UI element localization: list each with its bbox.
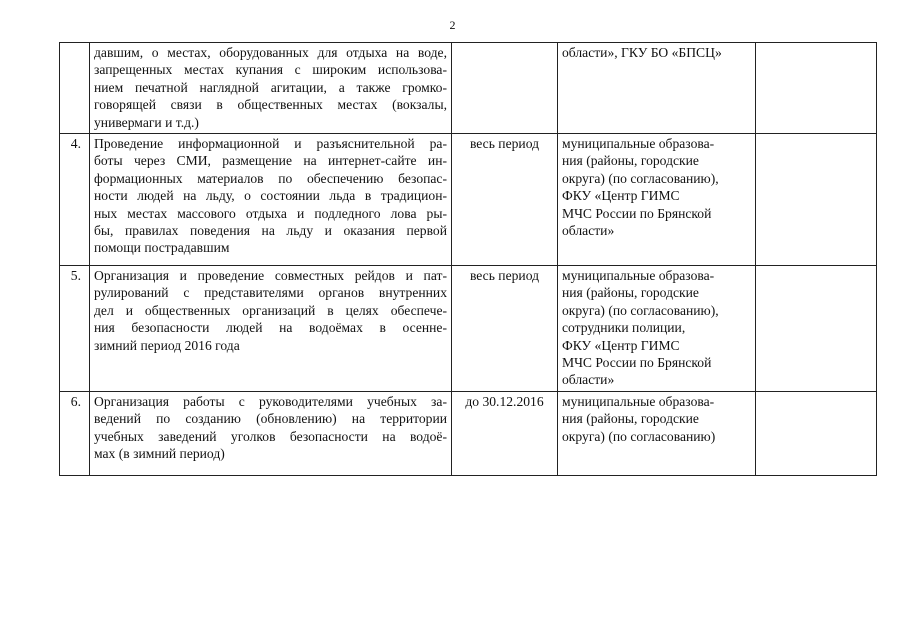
responsible-line: муниципальные образова- [562, 393, 715, 409]
measure-term: весь период [452, 266, 558, 392]
responsible-line: муниципальные образова- [562, 268, 715, 284]
measures-table [59, 42, 877, 476]
text-line: ведений по созданию (обновлению) на территории [94, 411, 447, 427]
measure-responsible [558, 391, 756, 475]
table-row-4 [60, 134, 877, 266]
text-line: учебных заведений уголков безопасности на водоё- [94, 428, 447, 444]
text-line: рулирований с представителями органов внутренних [94, 285, 447, 301]
text-line: ния безопасности людей на водоёмах в осенне- [94, 320, 447, 336]
row-number: 4. [60, 134, 90, 266]
measure-note [756, 134, 877, 266]
text-line: ных местах массового отдыха и подледного лова ры- [94, 205, 447, 221]
responsible-line: ния (районы, городские [562, 285, 699, 301]
text-line: давшим, о местах, оборудованных для отдыха на воде, [94, 45, 447, 60]
responsible-line: округа) (по согласованию), [562, 302, 719, 318]
measure-term [452, 43, 558, 134]
responsible-line: области», ГКУ БО «БПСЦ» [562, 45, 722, 60]
responsible-line: области» [562, 372, 615, 388]
row-number: 5. [60, 266, 90, 392]
responsible-line: ния (районы, городские [562, 153, 699, 169]
responsible-line: округа) (по согласованию) [562, 428, 716, 444]
row-number: 6. [60, 391, 90, 475]
text-line: дел и общественных организаций в целях обеспече- [94, 302, 447, 318]
measure-description [90, 134, 452, 266]
page-number: 2 [449, 18, 456, 32]
responsible-line: муниципальные образова- [562, 136, 715, 152]
text-line: бы, правилах поведения на льду и оказания первой [94, 223, 447, 239]
text-line: нием печатной наглядной агитации, а также громко- [94, 79, 447, 95]
measure-note [756, 391, 877, 475]
text-line: помощи пострадавшим [94, 240, 230, 256]
text-line: Организация и проведение совместных рейдов и пат- [94, 268, 447, 284]
responsible-line: ния (районы, городские [562, 411, 699, 427]
measure-note [756, 43, 877, 134]
text-line: ности людей на льду, о состоянии льда в традицион- [94, 188, 447, 204]
text-line: Организация работы с руководителями учебных за- [94, 393, 447, 409]
measure-term: весь период [452, 134, 558, 266]
measure-responsible [558, 266, 756, 392]
responsible-line: округа) (по согласованию), [562, 170, 719, 186]
responsible-line: ФКУ «Центр ГИМС [562, 337, 680, 353]
text-line: говорящей связи в общественных местах (вокзалы, [94, 97, 447, 113]
responsible-line: МЧС России по Брянской [562, 355, 712, 371]
table-row-6 [60, 391, 877, 475]
measure-description [90, 43, 452, 134]
measure-responsible [558, 134, 756, 266]
text-line: запрещенных местах купания с широким использова- [94, 62, 447, 78]
responsible-line: ФКУ «Центр ГИМС [562, 188, 680, 204]
text-line: Проведение информационной и разъяснительной ра- [94, 136, 447, 152]
table-row-5 [60, 266, 877, 392]
measure-responsible [558, 43, 756, 134]
text-line: универмаги и т.д.) [94, 114, 199, 130]
table-row-continuation [60, 43, 877, 134]
measure-description [90, 266, 452, 392]
responsible-line: области» [562, 223, 615, 239]
responsible-line: сотрудники полиции, [562, 320, 686, 336]
responsible-line: МЧС России по Брянской [562, 205, 712, 221]
measure-term: до 30.12.2016 [452, 391, 558, 475]
measure-description [90, 391, 452, 475]
text-line: формационных материалов по обеспечению безопас- [94, 170, 447, 186]
row-number [60, 43, 90, 134]
text-line: зимний период 2016 года [94, 337, 240, 353]
measure-note [756, 266, 877, 392]
text-line: боты через СМИ, размещение на интернет-сайте ин- [94, 153, 447, 169]
text-line: мах (в зимний период) [94, 446, 225, 462]
